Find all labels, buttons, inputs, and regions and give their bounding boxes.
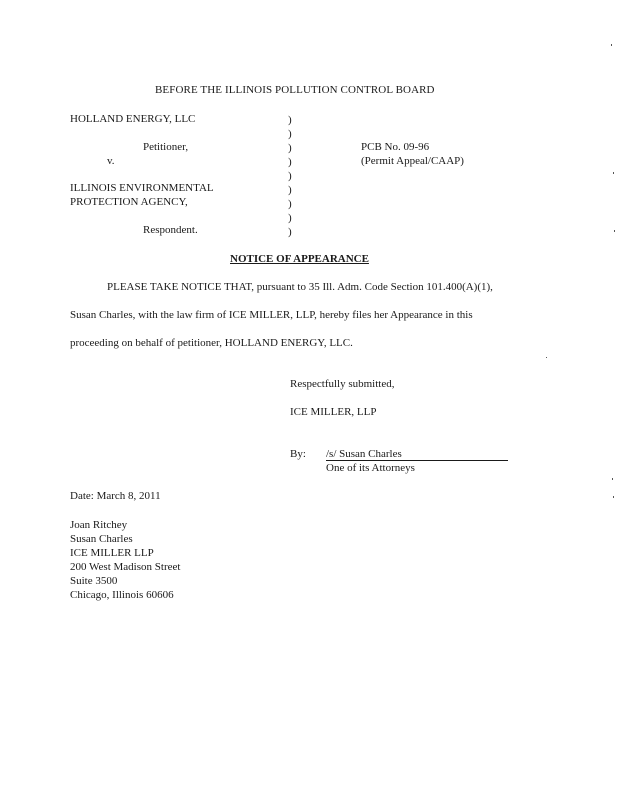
address-line: Joan Ritchey bbox=[70, 519, 128, 531]
address-line: 200 West Madison Street bbox=[70, 561, 181, 573]
signer-title: One of its Attorneys bbox=[326, 462, 415, 474]
firm-name: ICE MILLER, LLP bbox=[290, 406, 377, 418]
address-line: Susan Charles bbox=[70, 533, 133, 545]
caption-paren-column bbox=[288, 113, 292, 239]
paren: ) bbox=[288, 170, 292, 182]
address-block bbox=[70, 518, 180, 602]
paren: ) bbox=[288, 198, 292, 210]
body-line-2: Susan Charles, with the law firm of ICE MILLER, LLP, hereby files her Appearance in this bbox=[70, 309, 473, 321]
signature-line bbox=[326, 448, 508, 461]
versus: v. bbox=[107, 155, 115, 167]
paren: ) bbox=[288, 212, 292, 224]
scan-speck bbox=[614, 230, 615, 232]
respondent-role: Respondent. bbox=[143, 224, 198, 236]
scan-speck bbox=[546, 357, 547, 358]
body-line-3: proceeding on behalf of petitioner, HOLLAND ENERGY, LLC. bbox=[70, 337, 353, 349]
scan-speck bbox=[613, 172, 614, 174]
paren: ) bbox=[288, 128, 292, 140]
address-line: ICE MILLER LLP bbox=[70, 547, 154, 559]
petitioner-role: Petitioner, bbox=[143, 141, 189, 153]
body-line-1: PLEASE TAKE NOTICE THAT, pursuant to 35 Ill. Adm. Code Section 101.400(A)(1), bbox=[107, 281, 493, 293]
signature: /s/ Susan Charles bbox=[326, 448, 508, 461]
address-line: Chicago, Illinois 60606 bbox=[70, 589, 174, 601]
notice-title: NOTICE OF APPEARANCE bbox=[230, 253, 369, 265]
respectfully-submitted: Respectfully submitted, bbox=[290, 378, 395, 390]
scan-speck bbox=[612, 478, 613, 480]
paren: ) bbox=[288, 226, 292, 238]
case-type: (Permit Appeal/CAAP) bbox=[361, 155, 464, 167]
scan-speck bbox=[613, 496, 614, 498]
paren: ) bbox=[288, 184, 292, 196]
paren: ) bbox=[288, 142, 292, 154]
case-number: PCB No. 09-96 bbox=[361, 141, 430, 153]
respondent-line1: ILLINOIS ENVIRONMENTAL bbox=[70, 182, 214, 194]
paren: ) bbox=[288, 156, 292, 168]
board-heading: BEFORE THE ILLINOIS POLLUTION CONTROL BOARD bbox=[155, 84, 435, 96]
petitioner-name: HOLLAND ENERGY, LLC bbox=[70, 113, 196, 125]
address-line: Suite 3500 bbox=[70, 575, 118, 587]
date-line: Date: March 8, 2011 bbox=[70, 490, 161, 502]
by-label: By: bbox=[290, 448, 306, 460]
paren: ) bbox=[288, 114, 292, 126]
respondent-line2: PROTECTION AGENCY, bbox=[70, 196, 188, 208]
scan-speck bbox=[611, 44, 612, 46]
